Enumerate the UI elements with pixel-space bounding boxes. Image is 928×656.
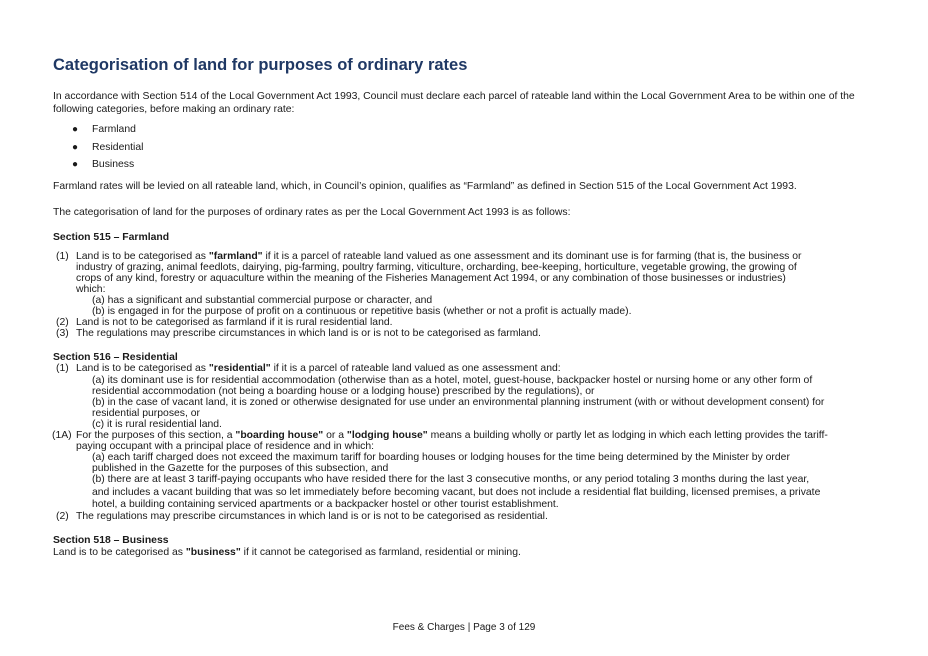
list-item: ● Farmland: [72, 124, 136, 136]
section-518-heading: Section 518 – Business: [53, 535, 169, 546]
s516-1a-sub-a: (a) each tariff charged does not exceed the maximum tariff for boarding houses or lodging houses for the time being determined by the Minister by order: [92, 452, 790, 463]
list-item: ● Residential: [72, 141, 144, 153]
bullet-icon: ●: [72, 159, 79, 171]
s516-sub-b: (b) in the case of vacant land, it is zoned or otherwise designated for use under an environmental planning instrument (with or without development consent) for: [92, 397, 825, 408]
s518-text: Land is to be categorised as "business" if it cannot be categorised as farmland, residential or mining.: [53, 547, 521, 558]
section-516-heading: Section 516 – Residential: [53, 352, 178, 363]
document-page: Categorisation of land for purposes of ordinary rates In accordance with Section 514 of the Local Government Act 1993, Council must declare each parcel of rateable land within the Local Government Area to be within one of the following categories, before making an ordinary rate: ● Farmland ● Residential ● Business Farmland rates will be levied on all rateable land, which, in Council’s opinion, qualifies as “Farmland” as defined in Section 515 of the Local Government Act 1993. The categorisation of land for the purposes of ordinary rates as per the Local Government Act 1993 is as follows: Section 515 – Farmland (1) Land is to be categorised as "farmland" if it is a parcel of rateable land valued as one assessment and its dominant use is for farming (that is, the business or industry of grazing, animal feedlots, dairying, pig-farming, poultry farming, viticulture, orcharding, bee-keeping, horticulture, vegetable growing, the growing of crops of any kind, forestry or aquaculture within the meaning of the Fisheries Management Act 1994, or any combination of those businesses or industries) which: (a) has a significant and substantial commercial purpose or character, and (b) is engaged in for the purpose of profit on a continuous or repetitive basis (whether or not a profit is actually made). (2) Land is not to be categorised as farmland if it is rural residential land. (3) The regulations may prescribe circumstances in which land is or is not to be categorised as farmland. Section 516 – Residential (1) Land is to be categorised as "residential" if it is a parcel of rateable land valued as one assessment and: (a) its dominant use is for residential accommodation (otherwise than as a hotel, motel, guest-house, backpacker hostel or nursing home or any other form of residential accommodation (not being a boarding house or a lodging house) prescribed by the regulations), or (b) in the case of vacant land, it is zoned or otherwise designated for use under an environmental planning instrument (with or without development consent) for residential purposes, or (c) it is rural residential land. (1A) For the purposes of this section, a "boarding house" or a "lodging house" means a building wholly or partly let as lodging in which each letting provides the tariff- paying occupant with a principal place of residence and in which: (a) each tariff charged does not exceed the maximum tariff for boarding houses or lodging houses for the time being determined by the Minister by order published in the Gazette for the purposes of this subsection, and (b) there are at least 3 tariff-paying occupants who have resided there for the last 3 consecutive months, or any period totaling 3 months during the last year, and includes a vacant building that was so let immediately before becoming vacant, but does not include a residential flat building, licensed premises, a private hotel, a building containing serviced apartments or a backpacker hostel or other tourist establishment. (2) The regulations may prescribe circumstances in which land is or is not to be categorised as residential. Section 518 – Business Land is to be categorised as "business" if it cannot be categorised as farmland, residential or mining. Fees & Charges | Page 3 of 129: [0, 0, 928, 656]
category-list: [72, 121, 143, 174]
list-item: ● Business: [72, 159, 135, 171]
s516-sub-c: (c) it is rural residential land.: [92, 419, 222, 430]
s516-sub-a: (a) its dominant use is for residential accommodation (otherwise than as a hotel, motel, guest-house, backpacker hostel or nursing home or any other form of: [92, 375, 813, 386]
page-footer: Fees & Charges | Page 3 of 129: [392, 622, 536, 633]
bullet-icon: ●: [72, 141, 79, 153]
s515-sub-a: (a) has a significant and substantial commercial purpose or character, and: [92, 295, 433, 306]
s516-1a-sub-b: (b) there are at least 3 tariff-paying occupants who have resided there for the last 3 consecutive months, or any period totaling 3 months during the last year,: [92, 474, 810, 485]
categorisation-paragraph: The categorisation of land for the purposes of ordinary rates as per the Local Government Act 1993 is as follows:: [53, 207, 571, 218]
farmland-rates-paragraph: Farmland rates will be levied on all rateable land, which, in Council’s opinion, qualifies as “Farmland” as defined in Section 515 of the Local Government Act 1993.: [53, 181, 797, 192]
s515-sub-b: (b) is engaged in for the purpose of profit on a continuous or repetitive basis (whether or not a profit is actually made).: [92, 306, 632, 317]
intro-paragraph: In accordance with Section 514 of the Local Government Act 1993, Council must declare each parcel of rateable land within the Local Government Area to be within one of the following categories, before making an ordinary rate:: [53, 91, 855, 115]
bullet-icon: ●: [72, 124, 79, 136]
page-title: Categorisation of land for purposes of ordinary rates: [53, 56, 468, 74]
section-515-heading: Section 515 – Farmland: [53, 232, 170, 243]
